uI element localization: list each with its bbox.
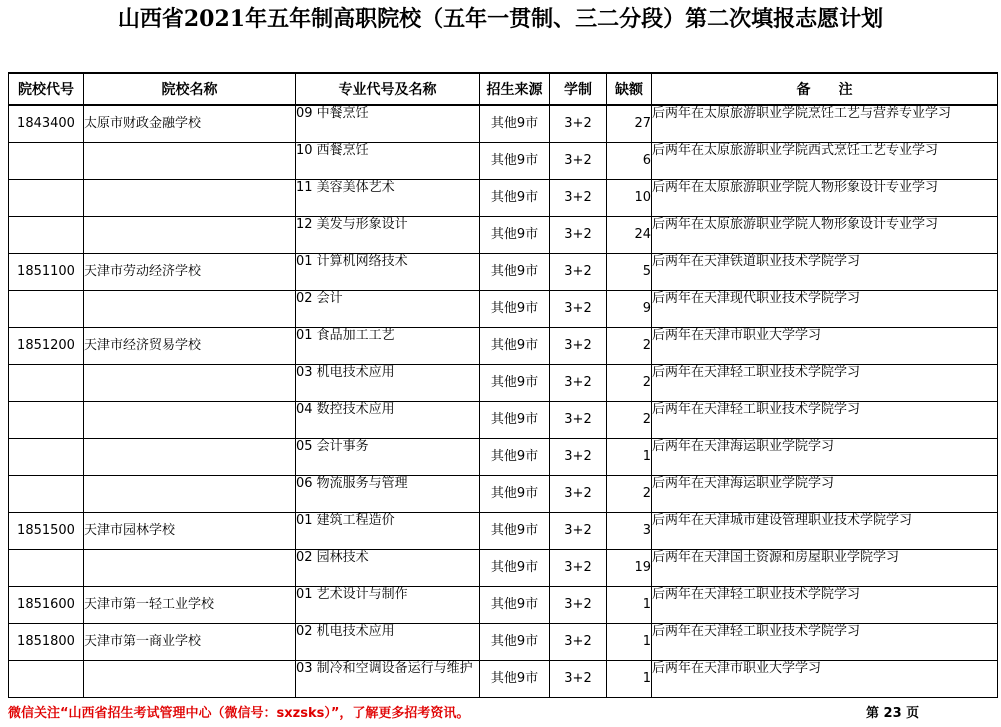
cell-major: 06 物流服务与管理	[296, 475, 480, 512]
cell-system: 3+2	[550, 327, 607, 364]
cell-quota: 24	[607, 216, 652, 253]
page-number: 第 23 页	[866, 706, 920, 721]
cell-note: 后两年在天津轻工职业技术学院学习	[652, 401, 998, 438]
cell-note: 后两年在天津海运职业学院学习	[652, 438, 998, 475]
cell-system: 3+2	[550, 290, 607, 327]
header-system: 学制	[550, 73, 607, 105]
cell-major: 09 中餐烹饪	[296, 105, 480, 142]
table-row	[9, 586, 998, 623]
cell-major: 12 美发与形象设计	[296, 216, 480, 253]
cell-school-code	[9, 364, 84, 401]
table-row	[9, 623, 998, 660]
cell-system: 3+2	[550, 512, 607, 549]
cell-major: 01 计算机网络技术	[296, 253, 480, 290]
cell-source: 其他9市	[480, 105, 550, 142]
cell-note: 后两年在天津轻工职业技术学院学习	[652, 623, 998, 660]
cell-note: 后两年在天津铁道职业技术学院学习	[652, 253, 998, 290]
table-row	[9, 475, 998, 512]
cell-school-code: 1851200	[9, 327, 84, 364]
cell-note: 后两年在天津轻工职业技术学院学习	[652, 586, 998, 623]
header-note: 备 注	[652, 73, 998, 105]
cell-quota: 2	[607, 401, 652, 438]
cell-school-name	[84, 290, 296, 327]
table-row	[9, 401, 998, 438]
cell-school-code: 1851600	[9, 586, 84, 623]
table-row	[9, 105, 998, 142]
cell-quota: 2	[607, 364, 652, 401]
cell-source: 其他9市	[480, 327, 550, 364]
cell-source: 其他9市	[480, 179, 550, 216]
cell-school-code: 1851500	[9, 512, 84, 549]
cell-quota: 2	[607, 475, 652, 512]
cell-major: 03 制冷和空调设备运行与维护	[296, 660, 480, 697]
cell-quota: 6	[607, 142, 652, 179]
cell-source: 其他9市	[480, 401, 550, 438]
cell-source: 其他9市	[480, 512, 550, 549]
cell-major: 10 西餐烹饪	[296, 142, 480, 179]
table-header-row	[9, 73, 998, 105]
cell-source: 其他9市	[480, 475, 550, 512]
cell-school-code	[9, 438, 84, 475]
cell-system: 3+2	[550, 438, 607, 475]
cell-school-name: 太原市财政金融学校	[84, 105, 296, 142]
cell-note: 后两年在天津城市建设管理职业技术学院学习	[652, 512, 998, 549]
cell-school-code	[9, 660, 84, 697]
cell-source: 其他9市	[480, 216, 550, 253]
cell-quota: 9	[607, 290, 652, 327]
cell-note: 后两年在天津市职业大学学习	[652, 327, 998, 364]
cell-system: 3+2	[550, 216, 607, 253]
cell-system: 3+2	[550, 401, 607, 438]
cell-system: 3+2	[550, 364, 607, 401]
cell-major: 02 会计	[296, 290, 480, 327]
cell-school-name	[84, 475, 296, 512]
cell-major: 04 数控技术应用	[296, 401, 480, 438]
cell-source: 其他9市	[480, 549, 550, 586]
table-row	[9, 660, 998, 697]
cell-note: 后两年在天津市职业大学学习	[652, 660, 998, 697]
cell-school-name	[84, 549, 296, 586]
table-row	[9, 512, 998, 549]
cell-school-code	[9, 401, 84, 438]
wechat-notice: 微信关注“山西省招生考试管理中心（微信号：sxzsks）”，了解更多招考资讯。	[8, 706, 470, 721]
cell-major: 01 艺术设计与制作	[296, 586, 480, 623]
cell-major: 11 美容美体艺术	[296, 179, 480, 216]
cell-major: 02 机电技术应用	[296, 623, 480, 660]
table-row	[9, 327, 998, 364]
cell-major: 02 园林技术	[296, 549, 480, 586]
cell-quota: 5	[607, 253, 652, 290]
cell-school-code	[9, 216, 84, 253]
cell-major: 01 食品加工工艺	[296, 327, 480, 364]
cell-quota: 3	[607, 512, 652, 549]
cell-source: 其他9市	[480, 438, 550, 475]
cell-quota: 10	[607, 179, 652, 216]
cell-system: 3+2	[550, 660, 607, 697]
cell-school-name: 天津市经济贸易学校	[84, 327, 296, 364]
cell-system: 3+2	[550, 253, 607, 290]
cell-system: 3+2	[550, 475, 607, 512]
cell-note: 后两年在太原旅游职业学院西式烹饪工艺专业学习	[652, 142, 998, 179]
cell-note: 后两年在天津现代职业技术学院学习	[652, 290, 998, 327]
cell-source: 其他9市	[480, 290, 550, 327]
cell-source: 其他9市	[480, 142, 550, 179]
cell-school-name	[84, 364, 296, 401]
cell-school-code	[9, 290, 84, 327]
cell-school-name: 天津市第一商业学校	[84, 623, 296, 660]
cell-note: 后两年在天津轻工职业技术学院学习	[652, 364, 998, 401]
admission-plan-table	[8, 72, 998, 698]
cell-source: 其他9市	[480, 660, 550, 697]
cell-quota: 1	[607, 586, 652, 623]
cell-school-name: 天津市园林学校	[84, 512, 296, 549]
cell-note: 后两年在天津国土资源和房屋职业学院学习	[652, 549, 998, 586]
page-title: 山西省2021年五年制高职院校（五年一贯制、三二分段）第二次填报志愿计划	[117, 6, 884, 32]
cell-system: 3+2	[550, 623, 607, 660]
cell-system: 3+2	[550, 142, 607, 179]
cell-source: 其他9市	[480, 253, 550, 290]
cell-source: 其他9市	[480, 586, 550, 623]
cell-quota: 1	[607, 660, 652, 697]
cell-school-name	[84, 438, 296, 475]
cell-school-name: 天津市第一轻工业学校	[84, 586, 296, 623]
table-row	[9, 290, 998, 327]
cell-quota: 1	[607, 438, 652, 475]
table-row	[9, 216, 998, 253]
table-row	[9, 142, 998, 179]
table-row	[9, 438, 998, 475]
cell-note: 后两年在天津海运职业学院学习	[652, 475, 998, 512]
table-row	[9, 549, 998, 586]
header-major: 专业代号及名称	[296, 73, 480, 105]
cell-school-code: 1851100	[9, 253, 84, 290]
cell-major: 01 建筑工程造价	[296, 512, 480, 549]
cell-note: 后两年在太原旅游职业学院人物形象设计专业学习	[652, 179, 998, 216]
cell-school-name	[84, 216, 296, 253]
cell-school-code	[9, 549, 84, 586]
table-row	[9, 179, 998, 216]
table-row	[9, 364, 998, 401]
header-school-name: 院校名称	[84, 73, 296, 105]
cell-major: 03 机电技术应用	[296, 364, 480, 401]
cell-note: 后两年在太原旅游职业学院烹饪工艺与营养专业学习	[652, 105, 998, 142]
cell-school-code: 1843400	[9, 105, 84, 142]
header-source: 招生来源	[480, 73, 550, 105]
cell-quota: 27	[607, 105, 652, 142]
cell-school-name	[84, 401, 296, 438]
cell-system: 3+2	[550, 105, 607, 142]
cell-system: 3+2	[550, 179, 607, 216]
table-row	[9, 253, 998, 290]
cell-quota: 2	[607, 327, 652, 364]
cell-school-name	[84, 660, 296, 697]
cell-note: 后两年在太原旅游职业学院人物形象设计专业学习	[652, 216, 998, 253]
cell-major: 05 会计事务	[296, 438, 480, 475]
cell-source: 其他9市	[480, 364, 550, 401]
cell-school-code: 1851800	[9, 623, 84, 660]
cell-quota: 1	[607, 623, 652, 660]
cell-school-code	[9, 475, 84, 512]
cell-school-name: 天津市劳动经济学校	[84, 253, 296, 290]
table-body	[9, 105, 998, 697]
cell-system: 3+2	[550, 586, 607, 623]
cell-school-name	[84, 179, 296, 216]
cell-source: 其他9市	[480, 623, 550, 660]
cell-school-name	[84, 142, 296, 179]
cell-quota: 19	[607, 549, 652, 586]
header-school-code: 院校代号	[9, 73, 84, 105]
header-quota: 缺额	[607, 73, 652, 105]
cell-school-code	[9, 142, 84, 179]
cell-school-code	[9, 179, 84, 216]
cell-system: 3+2	[550, 549, 607, 586]
